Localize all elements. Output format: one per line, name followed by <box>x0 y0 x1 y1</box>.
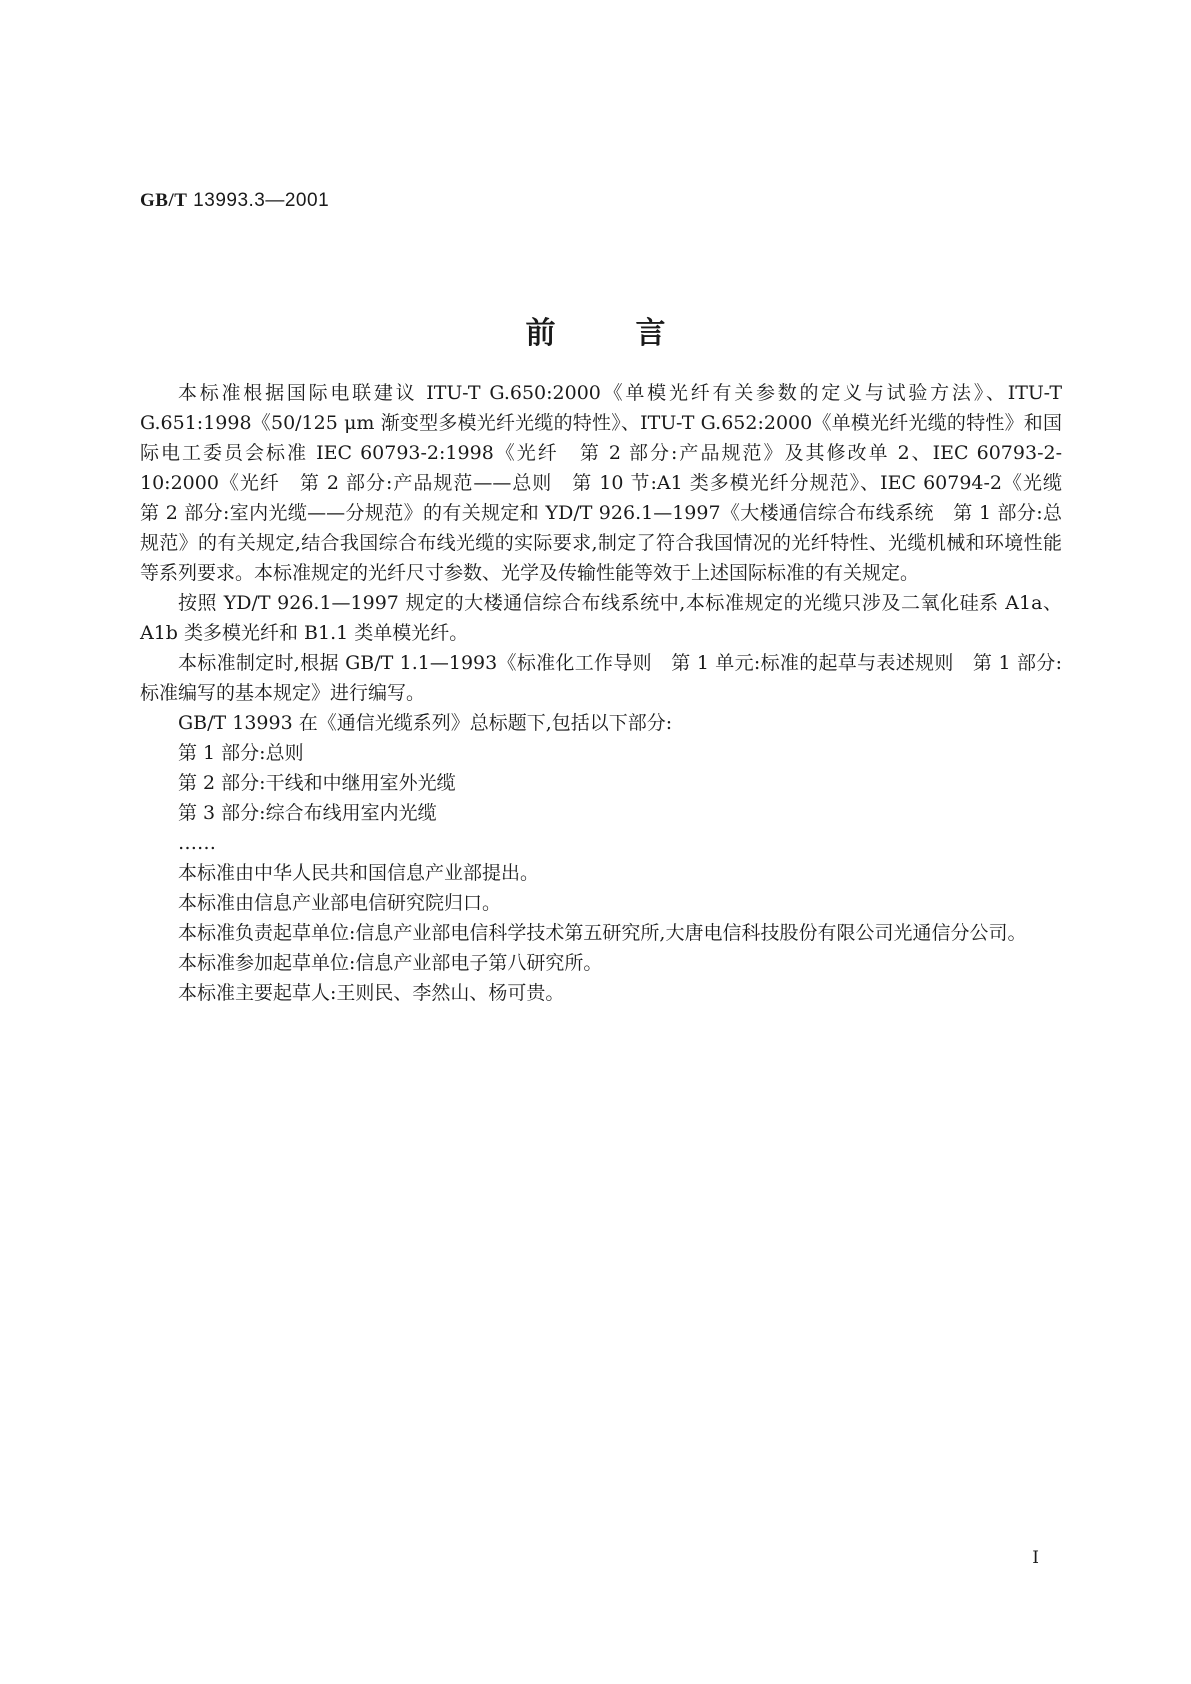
list-item-part-3: 第 3 部分:综合布线用室内光缆 <box>178 802 437 824</box>
page-title: 前言 <box>525 316 746 351</box>
foreword-body <box>140 378 1082 1008</box>
paragraph-basis: 本标准根据国际电联建议 ITU-T G.650:2000《单模光纤有关参数的定义与试验方法》、ITU-T G.651:1998《50/125 μm 渐变型多模光纤光缆的特性》、ITU-T G.652:2000《单模光纤光缆的特性》和国际电工委员会标准 IEC 60793-2:1998《光纤 第 2 部分:产品规范》及其修改单 2、IEC 60793-2-10:2000《光纤 第 2 部分:产品规范——总则 第 10 节:A1 类多模光纤分规范》、IEC 60794-2《光缆 第 2 部分:室内光缆——分规范》的有关规定和 YD/T 926.1—1997《大楼通信综合布线系统 第 1 部分:总规范》的有关规定,结合我国综合布线光缆的实际要求,制定了符合我国情况的光纤特性、光缆机械和环境性能等系列要求。本标准规定的光纤尺寸参数、光学及传输性能等效于上述国际标准的有关规定。 <box>140 382 1082 584</box>
standard-prefix: GB/T <box>140 190 188 211</box>
list-item-part-2: 第 2 部分:干线和中继用室外光缆 <box>178 772 456 794</box>
paragraph-proposer: 本标准由中华人民共和国信息产业部提出。 <box>178 862 540 884</box>
list-item-part-1: 第 1 部分:总则 <box>178 742 304 764</box>
standard-code <box>140 190 329 212</box>
page-number: I <box>1032 1548 1039 1568</box>
paragraph-lead-drafters: 本标准负责起草单位:信息产业部电信科学技术第五研究所,大唐电信科技股份有限公司光通信分公司。 <box>178 922 1027 944</box>
paragraph-centralized: 本标准由信息产业部电信研究院归口。 <box>178 892 502 914</box>
paragraph-series: GB/T 13993 在《通信光缆系列》总标题下,包括以下部分: <box>178 712 673 734</box>
paragraph-main-authors: 本标准主要起草人:王则民、李然山、杨可贵。 <box>178 982 565 1004</box>
paragraph-participating-drafters: 本标准参加起草单位:信息产业部电子第八研究所。 <box>178 952 603 974</box>
list-ellipsis: …… <box>178 832 216 854</box>
paragraph-drafting: 本标准制定时,根据 GB/T 1.1—1993《标准化工作导则 第 1 单元:标准的起草与表述规则 第 1 部分:标准编写的基本规定》进行编写。 <box>140 652 1062 704</box>
paragraph-scope: 按照 YD/T 926.1—1997 规定的大楼通信综合布线系统中,本标准规定的光缆只涉及二氧化硅系 A1a、A1b 类多模光纤和 B1.1 类单模光纤。 <box>140 592 1062 644</box>
standard-number: 13993.3—2001 <box>187 190 330 211</box>
